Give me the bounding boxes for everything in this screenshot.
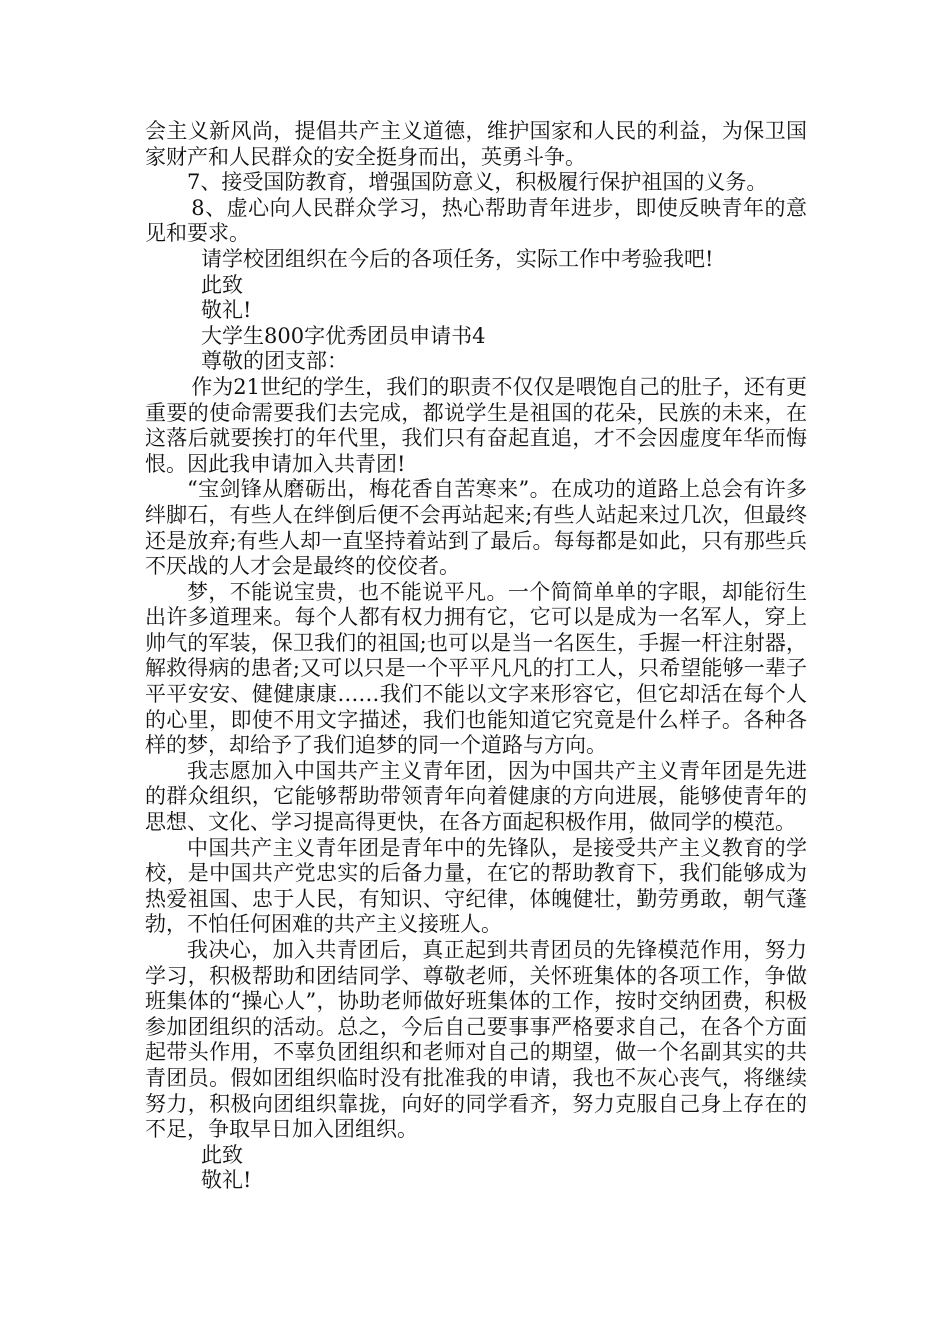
paragraph-determination: 我决心，加入共青团后，真正起到共青团员的先锋模范作用，努力学习，积极帮助和团结同学、尊敬老师，关怀班集体的各项工作，争做班集体的“操心人”，协助老师做好班集体的工作，按时交纳团费，积极参加团组织的活动。总之，今后自己要事事严格要求自己，在各个方面起带头作用，不辜负团组织和老师对自己的期望，做一个名副其实的共青团员。假如团组织临时没有批准我的申请，我也不灰心丧气，将继续努力，积极向团组织靠拢，向好的同学看齐，努力克服自己身上存在的不足，争取早日加入团组织。 <box>145 938 807 1142</box>
paragraph-item-8: 8、虚心向人民群众学习，热心帮助青年进步，即使反映青年的意见和要求。 <box>145 195 807 246</box>
paragraph-volunteer: 我志愿加入中国共产主义青年团，因为中国共产主义青年团是先进的群众组织，它能够帮助带领青年向着健康的方向进展，能够使青年的思想、文化、学习提高得更快，在各方面起积极作用，做同学的模范。 <box>145 758 807 835</box>
paragraph-league: 中国共产主义青年团是青年中的先锋队，是接受共产主义教育的学校，是中国共产党忠实的后备力量，在它的帮助教育下，我们能够成为热爱祖国、忠于人民，有知识、守纪律，体魄健壮，勤劳勇敢，朝气蓬勃，不怕任何困难的共产主义接班人。 <box>145 835 807 937</box>
paragraph-continuation: 会主义新风尚，提倡共产主义道德，维护国家和人民的利益，为保卫国家财产和人民群众的安全挺身而出，英勇斗争。 <box>145 119 807 169</box>
salutation-jingli-final: 敬礼! <box>201 1168 252 1193</box>
paragraph-intro: 作为21世纪的学生，我们的职责不仅仅是喂饱自己的肚子，还有更重要的使命需要我们去完成，都说学生是祖国的花朵，民族的未来，在这落后就要挨打的年代里，我们只有奋起直追，才不会因虚度年华而悔恨。因此我申请加入共青团! <box>145 374 807 476</box>
greeting: 尊敬的团支部： <box>201 349 348 374</box>
paragraph-dream: 梦，不能说宝贵，也不能说平凡。一个简简单单的字眼，却能衍生出许多道理来。每个人都有权力拥有它，它可以是成为一名军人，穿上帅气的军装，保卫我们的祖国;也可以是当一名医生，手握一杆注射器，解救得病的患者;又可以只是一个平平凡凡的打工人，只希望能够一辈子平平安安、健健康康……我们不能以文字来形容它，但它却活在每个人的心里，即使不用文字描述，我们也能知道它究竟是什么样子。各种各样的梦，却给予了我们追梦的同一个道路与方向。 <box>145 579 807 758</box>
closing-request: 请学校团组织在今后的各项任务，实际工作中考验我吧! <box>201 246 714 271</box>
salutation-cizhi: 此致 <box>201 272 243 297</box>
salutation-jingli: 敬礼! <box>201 298 252 323</box>
salutation-cizhi-final: 此致 <box>201 1142 243 1167</box>
document-page <box>145 119 807 1194</box>
paragraph-item-7: 7、接受国防教育，增强国防意义，积极履行保护祖国的义务。 <box>187 170 768 195</box>
section-title: 大学生800字优秀团员申请书4 <box>201 323 486 348</box>
paragraph-quote: “宝剑锋从磨砺出，梅花香自苦寒来”。在成功的道路上总会有许多绊脚石，有些人在绊倒后便不会再站起来;有些人站起来过几次，但最终还是放弃;有些人却一直坚持着站到了最后。每每都是如此，只有那些兵不厌战的人才会是最终的佼佼者。 <box>145 477 807 579</box>
